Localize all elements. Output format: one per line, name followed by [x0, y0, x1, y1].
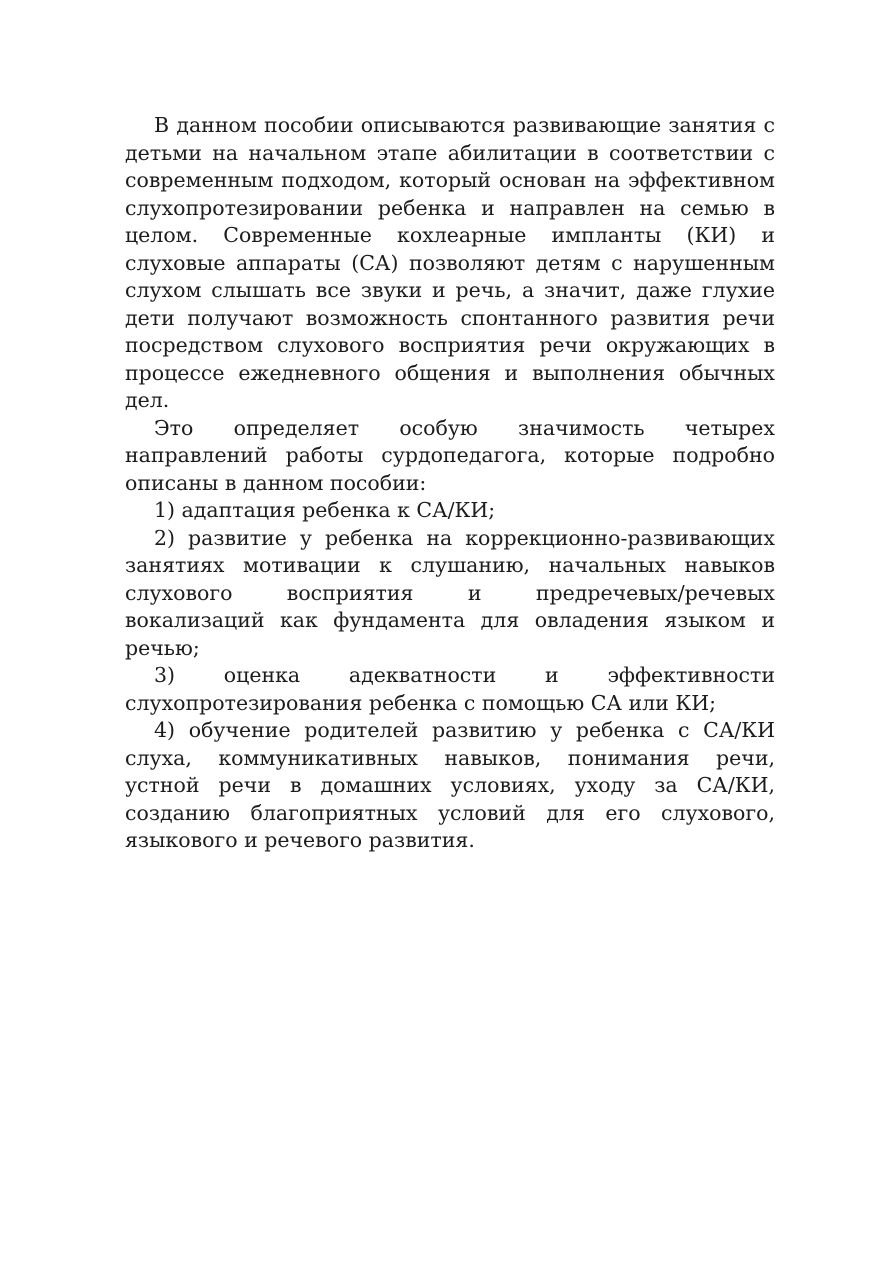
- list-item-1: 1) адаптация ребенка к СА/КИ;: [154, 498, 496, 522]
- list-item-4: 4) обучение родителей развитию у ребенка с СА/КИ слуха, коммуникативных навыков, понимания речи, устной речи в домашних условиях, уходу за СА/КИ, созданию благоприятных условий для его слухового, языкового и речевого развития.: [125, 718, 775, 852]
- page-body: [125, 112, 775, 855]
- list-item-3: 3) оценка адекватности и эффективности слухопротезирования ребенка с помощью СА или КИ;: [125, 663, 775, 715]
- intro-paragraph: В данном пособии описываются развивающие занятия с детьми на начальном этапе абилитации в соответствии с современным подходом, который основан на эффективном слухопротезировании ребенка и направлен на семью в целом. Современные кохлеарные импланты (КИ) и слуховые аппараты (СА) позволяют детям с нарушенным слухом слышать все звуки и речь, а значит, даже глухие дети получают возможность спонтанного развития речи посредством слухового восприятия речи окружающих в процессе ежедневного общения и выполнения обычных дел.: [125, 113, 775, 412]
- list-item-2: 2) развитие у ребенка на коррекционно-развивающих занятиях мотивации к слушанию, начальных навыков слухового восприятия и предречевых/речевых вокализаций как фундамента для овладения языком и речью;: [125, 525, 775, 660]
- directions-intro-paragraph: Это определяет особую значимость четырех направлений работы сурдопедагога, которые подробно описаны в данном пособии:: [125, 415, 775, 495]
